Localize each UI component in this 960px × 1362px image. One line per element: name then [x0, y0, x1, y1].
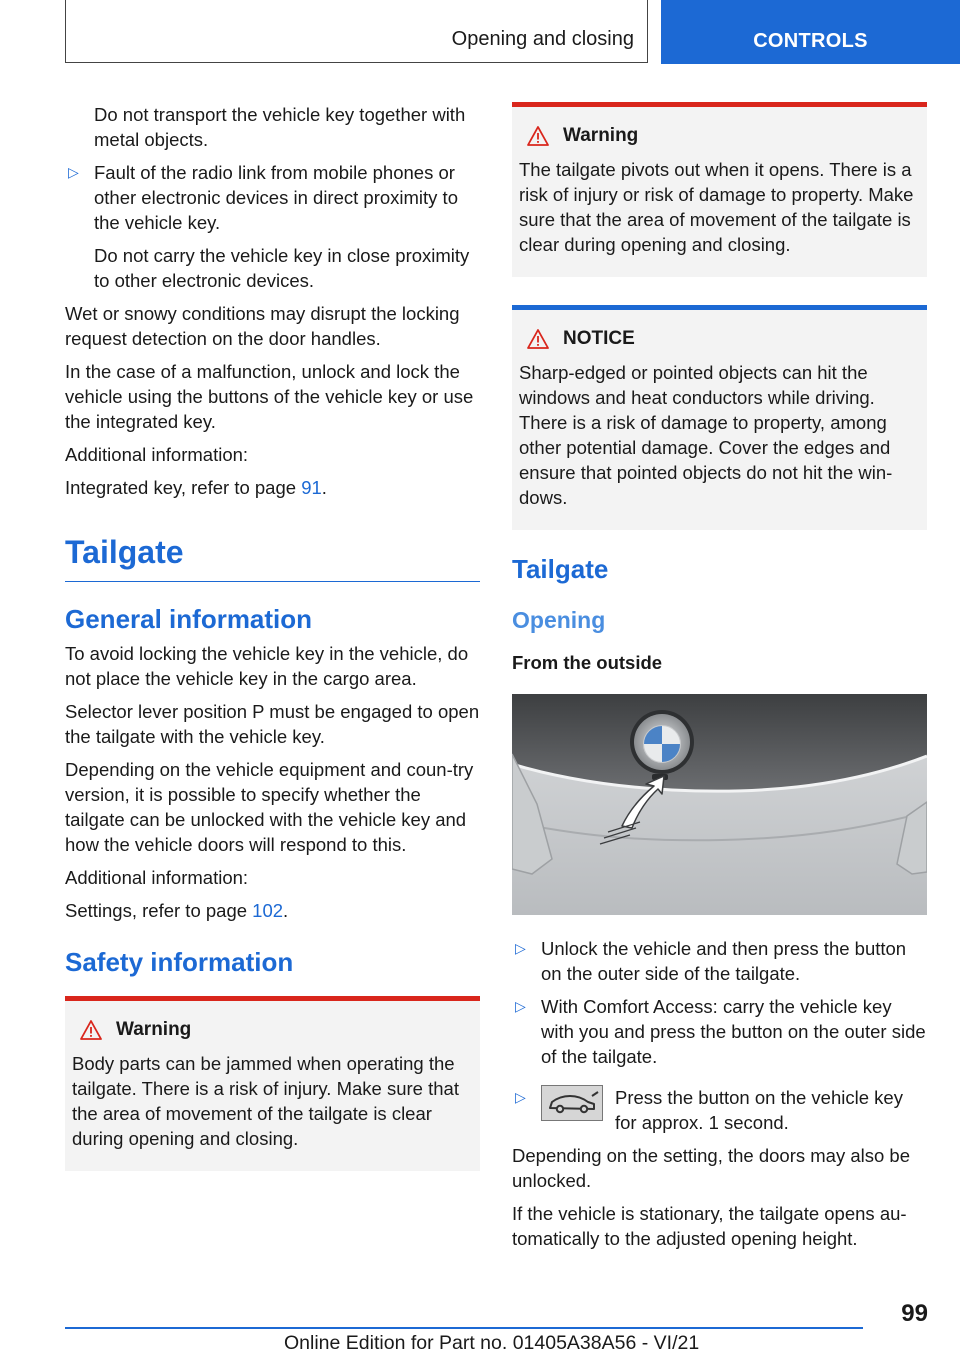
footer-edition: Online Edition for Part no. 01405A38A56 - VI/21 [284, 1332, 700, 1354]
list-item-text: With Comfort Access: carry the vehicle key with you and press the button on the outer side of the tailgate. [541, 996, 926, 1067]
page-number: 99 [901, 1300, 928, 1327]
section-heading-tailgate: Tailgate [65, 534, 480, 582]
header-chapter-tab: CONTROLS [661, 0, 960, 64]
list-item-text: Press the button on the vehicle key for approx. 1 second. [615, 1087, 903, 1133]
bullet-triangle-icon: ▷ [68, 164, 79, 180]
list-item [65, 160, 480, 235]
subheading-opening: Opening [512, 607, 606, 633]
paragraph: Additional information: [65, 444, 249, 465]
paragraph-crossref [65, 475, 480, 500]
paragraph: Additional information: [65, 867, 249, 888]
warning-box-title [519, 125, 918, 147]
bullet-triangle-icon: ▷ [515, 940, 526, 956]
period: . [321, 477, 327, 498]
car-key-tailgate-icon [541, 1085, 603, 1121]
subheading-safety-information: Safety information [65, 947, 294, 977]
warning-title-text: Warning [116, 1019, 192, 1040]
paragraph: Wet or snowy conditions may disrupt the locking request detection on the door handles. [65, 303, 460, 349]
section-heading-tailgate: Tailgate [512, 554, 609, 584]
page-link-102[interactable]: 102 [252, 900, 284, 921]
bullet-triangle-icon: ▷ [515, 998, 526, 1014]
crossref-text: Integrated key, refer to page [65, 477, 302, 498]
paragraph: Depending on the setting, the doors may also be unlocked. [512, 1145, 911, 1191]
subheading-from-the-outside: From the outside [512, 652, 663, 673]
warning-triangle-icon [527, 329, 549, 349]
list-item [512, 994, 927, 1069]
car-silhouette-icon [542, 1086, 601, 1119]
warning-box [512, 102, 927, 277]
notice-box-title [519, 328, 918, 350]
subheading-general-information: General information [65, 604, 313, 634]
paragraph: Depending on the vehicle equipment and coun-try version, it is possible to specify whether the tailgate can be unlocked with the vehicle key and how the vehicle doors will respond to this. [65, 759, 474, 855]
notice-box [512, 305, 927, 530]
paragraph: In the case of a malfunction, unlock and lock the vehicle using the buttons of the vehicle key or use the integrated key. [65, 361, 474, 432]
paragraph-crossref [65, 898, 480, 923]
page-link-91[interactable]: 91 [301, 477, 322, 498]
bullet-triangle-icon: ▷ [515, 1089, 526, 1105]
notice-title-text: NOTICE [563, 328, 635, 349]
paragraph: Do not transport the vehicle key together with metal objects. [94, 104, 466, 150]
warning-triangle-icon [80, 1020, 102, 1040]
notice-text: Sharp-edged or pointed objects can hit the windows and heat conductors while driving. There is a risk of damage to property, among other potential damage. Cover the edges and ensure that pointed objects do not hit the win-dows. [519, 362, 893, 508]
warning-title-text: Warning [563, 125, 639, 146]
right-column [512, 102, 927, 1259]
list-item-with-key-icon [512, 1085, 927, 1135]
tailgate-photo-illustration [512, 694, 927, 915]
paragraph: Selector lever position P must be engaged to open the tailgate with the vehicle key. [65, 701, 480, 747]
warning-box-title [72, 1019, 471, 1041]
crossref-text: Settings, refer to page [65, 900, 253, 921]
list-item-text: Unlock the vehicle and then press the button on the outer side of the tailgate. [541, 938, 907, 984]
header-frame [65, 0, 648, 63]
paragraph: Do not carry the vehicle key in close proximity to other electronic devices. [94, 245, 470, 291]
period: . [283, 900, 289, 921]
list-item-text: Fault of the radio link from mobile phones or other electronic devices in direct proximity to the vehicle key. [94, 162, 458, 233]
list-item [512, 936, 927, 986]
footer-rule [65, 1327, 863, 1329]
tailgate-button-photo [512, 694, 927, 920]
warning-triangle-icon [527, 126, 549, 146]
paragraph: If the vehicle is stationary, the tailgate opens au-tomatically to the adjusted opening height. [512, 1203, 907, 1249]
header-section-title: Opening and closing [451, 28, 634, 50]
warning-text: The tailgate pivots out when it opens. There is a risk of injury or risk of damage to property. Make sure that the area of movement of the tailgate is clear during opening and closing. [519, 159, 914, 255]
paragraph: To avoid locking the vehicle key in the vehicle, do not place the vehicle key in the cargo area. [65, 643, 469, 689]
warning-text: Body parts can be jammed when operating the tailgate. There is a risk of injury. Make sure that the area of movement of the tailgate is clear during opening and closing. [72, 1053, 459, 1149]
warning-box [65, 996, 480, 1171]
left-column [65, 102, 480, 1171]
